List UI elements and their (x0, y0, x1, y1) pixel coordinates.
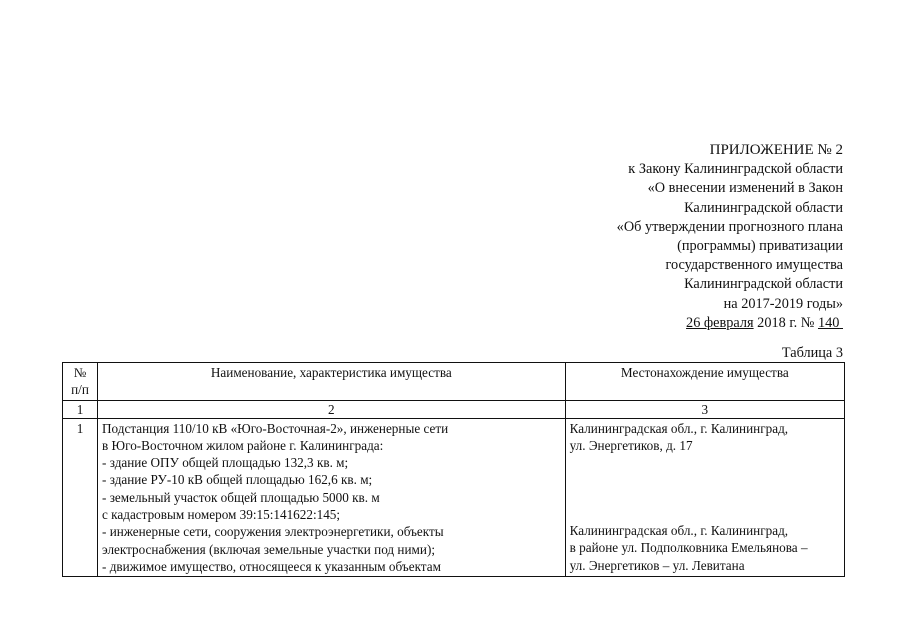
row-location-cell (565, 418, 844, 577)
appendix-line: «Об утверждении прогнозного плана (616, 218, 843, 235)
appendix-line: Калининградской области (684, 276, 843, 293)
property-table (62, 362, 845, 577)
appendix-line: к Закону Калининградской области (628, 161, 843, 178)
table-label: Таблица 3 (781, 345, 843, 361)
location-line: ул. Энергетиков – ул. Левитана (569, 557, 745, 573)
name-line: - здание ОПУ общей площадью 132,3 кв. м; (102, 455, 349, 471)
name-line: Подстанция 110/10 кВ «Юго-Восточная-2», инженерные сети (102, 420, 449, 436)
appendix-line: на 2017-2019 годы» (723, 295, 843, 312)
location-line: ул. Энергетиков, д. 17 (569, 437, 693, 453)
name-line: в Юго-Восточном жилом районе г. Калининграда: (102, 437, 384, 453)
appendix-line: (программы) приватизации (677, 238, 843, 255)
table-row (63, 418, 845, 577)
appendix-block (617, 141, 843, 333)
appendix-line: Калининградской области (684, 199, 843, 216)
appendix-line: государственного имущества (665, 257, 843, 274)
name-line: - движимое имущество, относящееся к указанным объектам (102, 558, 441, 574)
row-number: 1 (63, 418, 98, 577)
column-number: 3 (565, 400, 844, 418)
header-number-line1: № (73, 365, 87, 380)
table-header-row (63, 363, 845, 401)
name-line: - здание РУ-10 кВ общей площадью 162,6 кв. м; (102, 472, 373, 488)
appendix-title: ПРИЛОЖЕНИЕ № 2 (709, 142, 843, 158)
location-line: в районе ул. Подполковника Емельянова – (569, 540, 808, 556)
law-date-year: 2018 г. № (753, 314, 818, 331)
location-spacer (570, 488, 840, 505)
column-number: 2 (98, 400, 566, 418)
name-line: - земельный участок общей площадью 5000 кв. м (102, 489, 380, 505)
name-line: с кадастровым номером 39:15:141622:145; (102, 507, 341, 523)
law-date-day: 26 февраля (686, 314, 754, 331)
name-line: электроснабжения (включая земельные участки под ними); (102, 541, 436, 557)
location-spacer (570, 471, 840, 488)
location-line: Калининградская обл., г. Калининград, (569, 420, 789, 436)
location-line: Калининградская обл., г. Калининград, (569, 523, 789, 539)
header-location: Местонахождение имущества (565, 363, 844, 401)
location-spacer (570, 454, 840, 471)
header-name: Наименование, характеристика имущества (98, 363, 566, 401)
location-spacer (570, 505, 840, 522)
header-number (63, 363, 98, 401)
appendix-line: «О внесении изменений в Закон (647, 180, 843, 197)
column-number-row (63, 400, 845, 418)
column-number: 1 (63, 400, 98, 418)
name-line: - инженерные сети, сооружения электроэнергетики, объекты (102, 524, 444, 540)
row-name-cell (98, 418, 566, 577)
law-number: 140 (817, 314, 840, 331)
law-date-line (617, 314, 843, 333)
header-number-line2: п/п (71, 382, 89, 398)
